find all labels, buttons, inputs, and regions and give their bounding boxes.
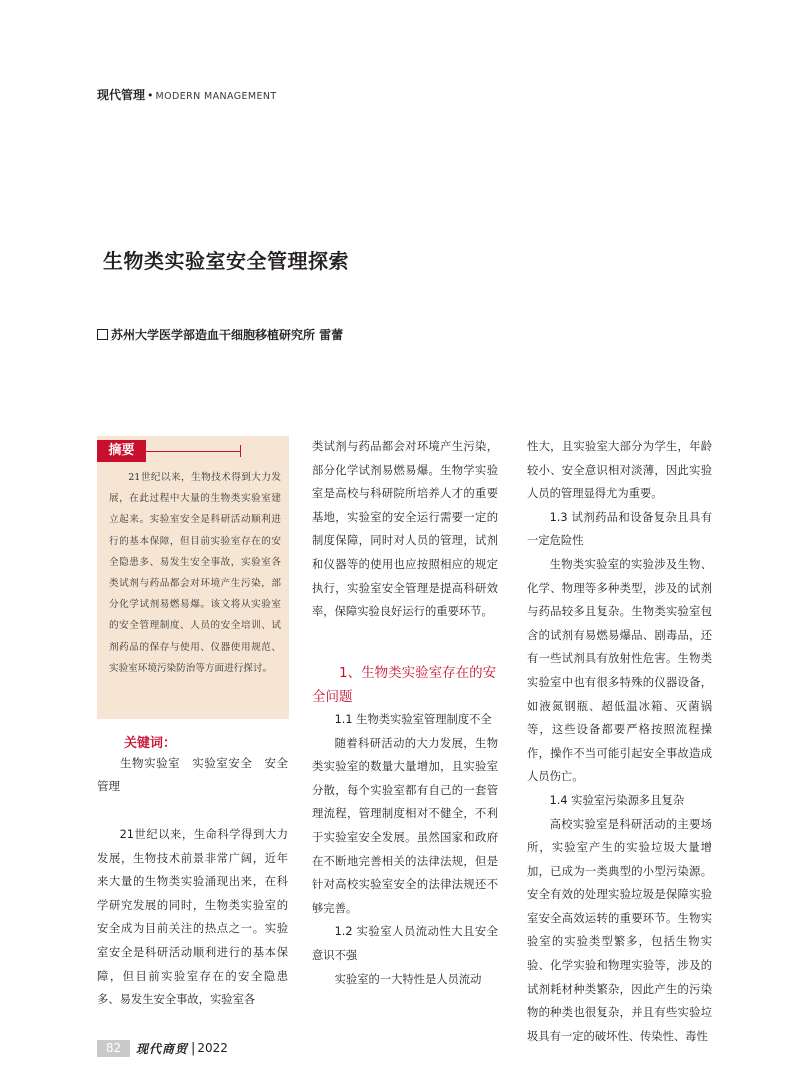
author-line: [97, 326, 343, 343]
abstract-box: [97, 436, 289, 719]
subsection-heading-1-2: 1.2 实验室人员流动性大且安全意识不强: [312, 925, 498, 962]
column-2-bottom: [312, 708, 498, 991]
header-section-cn: 现代管理: [97, 88, 146, 102]
column-3: [527, 435, 712, 1048]
author-affiliation: 苏州大学医学部造血干细胞移植研究所 雷蕾: [111, 328, 344, 342]
paragraph: 高校实验室是科研活动的主要场所，实验室产生的实验垃圾大量增加，已成为一类典型的小型污染源。安全有效的处理实验垃圾是保障实验室安全高效运转的重要环节。生物实验室的实验类型繁多，包括生物实验、化学实验和物理实验等，涉及的试剂耗材种类繁杂，因此产生的污染物的种类也很复杂，并且有些实验垃圾具有一定的破坏性、传染性、毒性: [527, 817, 712, 1043]
subsection-heading-1-4: 1.4 实验室污染源多且复杂: [549, 793, 685, 807]
magazine-name: 现代商贸: [136, 1041, 189, 1056]
subsection-heading-1-1: 1.1 生物类实验室管理制度不全: [334, 713, 492, 726]
subsection-heading-1-3: 1.3 试剂药品和设备复杂且具有一定危险性: [527, 510, 712, 548]
header-separator: •: [147, 89, 154, 102]
section-heading-1: 1、生物类实验室存在的安全问题: [312, 665, 497, 705]
issue-year: 2022: [197, 1041, 228, 1055]
keywords-text: 生物实验室 实验室安全 安全管理: [97, 756, 288, 793]
running-header: [97, 86, 277, 102]
header-section-en: MODERN MANAGEMENT: [155, 91, 277, 102]
abstract-rule-corner: [240, 445, 241, 457]
abstract-text: 21世纪以来，生物技术得到大力发展，在此过程中大量的生物类实验室建立起来。实验室安全是科研活动顺利进行的基本保障，但目前实验室存在的安全隐患多、易发生安全事故，实验室各类试剂与药品都会对环境产生污染，部分化学试剂易燃易爆。该文将从实验室的安全管理制度、人员的安全培训、试剂药品的保存与使用、仪器使用规范、实验室环境污染防治等方面进行探讨。: [109, 472, 281, 674]
keywords-label: 关键词：: [124, 736, 177, 751]
square-bullet-icon: [97, 329, 108, 340]
footer-separator: |: [191, 1040, 196, 1056]
paragraph: 生物类实验室的实验涉及生物、化学、物理等多种类型，涉及的试剂与药品较多且复杂。生物类实验室包含的试剂有易燃易爆品、剧毒品，还有一些试剂具有放射性危害。生物类实验室中也有很多特殊的仪器设备，如液氮钢瓶、超低温冰箱、灭菌锅等，这些设备都要严格按照流程操作，操作不当可能引起安全事故造成人员伤亡。: [527, 557, 712, 784]
article-title: 生物类实验室安全管理探索: [103, 249, 349, 273]
page-footer: [97, 1038, 228, 1058]
paragraph: 随着科研活动的大力发展，生物类实验室的数量大量增加，且实验室分散，每个实验室都有自己的一套管理流程，管理制度相对不健全，不利于实验室安全发展。虽然国家和政府在不断地完善相关的法律法规，但是针对高校实验室安全的法律法规还不够完善。: [312, 736, 498, 915]
abstract-tag: 摘要: [97, 440, 146, 462]
paragraph: 实验室的一大特性是人员流动: [334, 972, 482, 986]
paragraph: 类试剂与药品都会对环境产生污染，部分化学试剂易燃易爆。生物学实验室是高校与科研院所培养人才的重要基地，实验室的安全运行需要一定的制度保障，同时对人员的管理，试剂和仪器等的使用也应按照相应的规定执行，实验室安全管理是提高科研效率，保障实验良好运行的重要环节。: [312, 440, 498, 619]
paragraph: 性大，且实验室大部分为学生，年龄较小、安全意识相对淡薄，因此实验人员的管理显得尤为重要。: [527, 440, 712, 501]
column-2-top: [312, 435, 498, 624]
abstract-rule: [146, 451, 240, 452]
column-1: [97, 823, 288, 1012]
page-number: 82: [97, 1040, 130, 1057]
paragraph: 21世纪以来，生命科学得到大力发展，生物技术前景非常广阔，近年来大量的生物类实验涌现出来，在科学研究发展的同时，生物类实验室的安全成为目前关注的热点之一。实验室安全是科研活动顺利进行的基本保障，但目前实验室存在的安全隐患多、易发生安全事故，实验室各: [97, 828, 288, 1007]
